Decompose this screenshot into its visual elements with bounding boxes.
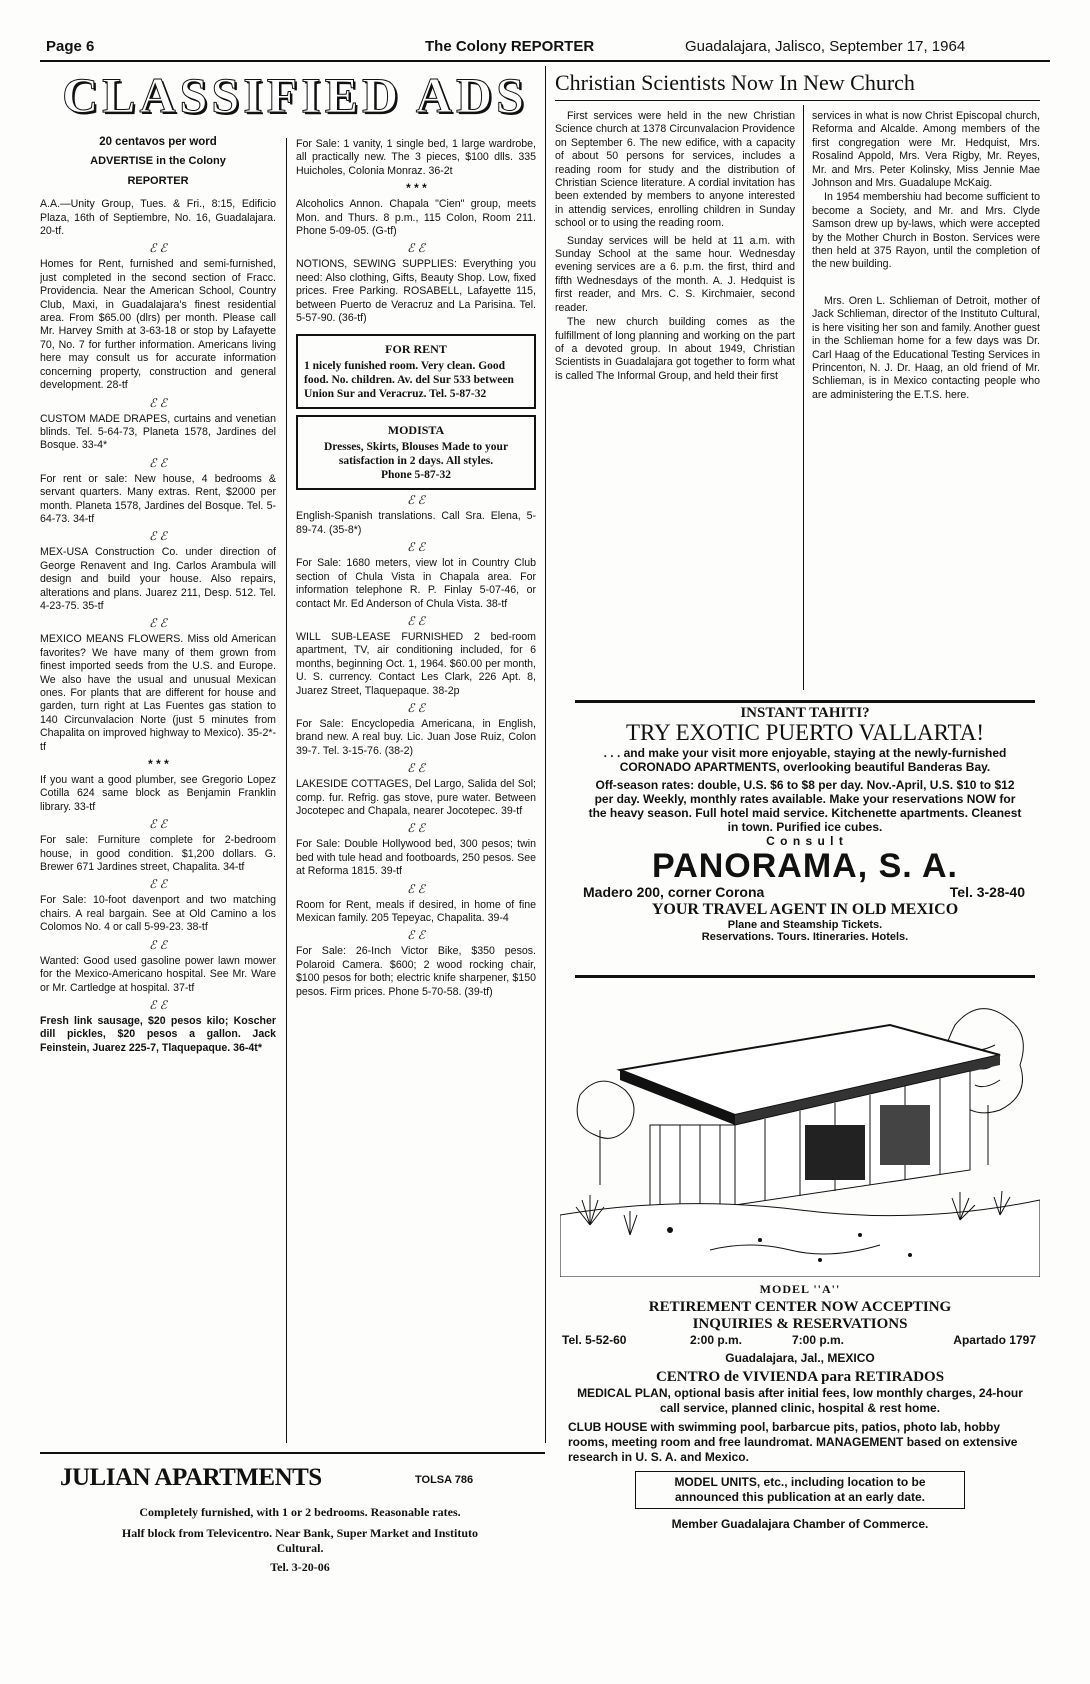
- church-column-a: [555, 110, 795, 690]
- advertise-line: ADVERTISE in the Colony: [90, 155, 226, 168]
- newspaper-name: The Colony REPORTER: [425, 38, 595, 55]
- retirement-hours-2: 7:00 p.m.: [792, 1333, 845, 1347]
- panorama-tel: Tel. 3-28-40: [949, 884, 1025, 900]
- column-rule: [803, 105, 804, 690]
- retirement-hours-1: 2:00 p.m.: [690, 1333, 743, 1347]
- for-rent-body: 1 nicely funished room. Very clean. Good food. No. children. Av. del Sur 533 between Union Sur and Veracruz. Tel. 5-87-32: [304, 360, 514, 401]
- classified-column-1: [40, 136, 276, 1444]
- for-rent-title: FOR RENT: [385, 342, 447, 357]
- ad-plumber: If you want a good plumber, see Gregorio Lopez Cotilla 624 same block as Benjamin Franklin library. 33-tf: [40, 774, 276, 813]
- ad-cottages: LAKESIDE COTTAGES, Del Largo, Salida del Sol; comp. fur. Refrig. gas stove, pure water. Between Jocotepec and Chapala, nearer Jocotepec. 39-tf: [296, 778, 536, 817]
- panorama-agent: YOUR TRAVEL AGENT IN OLD MEXICO: [651, 901, 959, 918]
- ad-encyclopedia: For Sale: Encyclopedia Americana, in English, brand new. A real buy. Lic. Juan Jose Ruiz, Colon 39-7. Tel. 3-15-76. (38-2): [296, 717, 536, 757]
- church-headline: Christian Scientists Now In New Church: [555, 70, 915, 95]
- tahiti-headline: TRY EXOTIC PUERTO VALLARTA!: [625, 720, 985, 745]
- ornament: ℰ ℰ: [407, 761, 425, 776]
- ornament: ℰ ℰ: [149, 455, 167, 470]
- ornament: ℰ ℰ: [407, 241, 425, 256]
- ornament: ℰ ℰ: [149, 395, 167, 410]
- stars-ornament: * * *: [405, 181, 427, 196]
- tahiti-kicker: INSTANT TAHITI?: [740, 705, 870, 721]
- church-para-1: First services were held in the new Christian Science church at 1378 Circunvalacion Providence on September 6. The new edifice, with a capacity of about 50 persons for services, includes a reading room for study and the distribution of Christian Science literature. A cordial invitation has been extended by members to anyone interested in attendig services, enrolling children in Sunday school or to using the reading room.: [555, 110, 795, 230]
- church-para-2: Sunday services will be held at 11 a.m. with Sunday School at the same hour. Wednesday evening services are a 6. p.m. the first, third and fifth Wednesdays of the month. A. J. Hedquist is first reader, and Mrs. C. S. Kirchmaier, second reader.: [555, 234, 795, 314]
- church-para-4: services in what is now Christ Episcopal church, Reforma and Alcalde. Among members of the first congregation were Mr. Hedquist, Mrs. Rosalind Appold, Mrs. Vera Rigby, Mr. Reyes, Mr. and Mrs. Peter Kolinsky, Miss Jennie Mae Johnson and Mrs. Guadalupe McKaig.: [812, 110, 1040, 190]
- ornament: ℰ ℰ: [149, 877, 167, 892]
- church-rule: [555, 100, 1040, 101]
- panorama-address: Madero 200, corner Corona: [583, 884, 765, 900]
- stars-ornament: * * *: [147, 757, 169, 772]
- modista-body: Dresses, Skirts, Blouses Made to your satisfaction in 2 days. All styles.: [323, 441, 509, 468]
- julian-title: JULIAN APARTMENTS: [60, 1464, 322, 1491]
- ad-house-sale: For rent or sale: New house, 4 bedrooms & servant quarters. Many extras. Rent, $2000 per month. Planeta 1578, Jardines del Bosque. Tel. 5-64-73. 34-tf: [40, 472, 276, 525]
- ornament: ℰ ℰ: [149, 817, 167, 832]
- ad-furniture: For sale: Furniture complete for 2-bedroom house, in good condition. $1,200 dollars. G. Brewer 671 Jardines street, Chapalita. 34-tf: [40, 834, 276, 874]
- retirement-title-1: RETIREMENT CENTER NOW ACCEPTING: [648, 1299, 952, 1315]
- ornament: ℰ ℰ: [149, 997, 167, 1012]
- ornament: ℰ ℰ: [149, 937, 167, 952]
- ad-room: Room for Rent, meals if desired, in home of fine Mexican family. 205 Tepeyac, Chapalita. 39-4: [296, 898, 536, 924]
- classified-column-2: [296, 138, 536, 1444]
- for-rent-box: [296, 334, 536, 409]
- retirement-medical: MEDICAL PLAN, optional basis after initial fees, low monthly charges, 24-hour call service, planned clinic, hospital & rest home.: [577, 1386, 1023, 1415]
- chamber-member: Member Guadalajara Chamber of Commerce.: [671, 1517, 929, 1531]
- ornament: ℰ ℰ: [407, 928, 425, 943]
- retirement-centro: CENTRO de VIVIENDA para RETIRADOS: [655, 1369, 945, 1385]
- column-rule: [545, 66, 546, 1443]
- ad-drapes: CUSTOM MADE DRAPES, curtains and venetian blinds. Tel. 5-64-73, Planeta 1578, Jardines del Bosque. 33-4*: [40, 412, 276, 452]
- ad-lawn-mower: Wanted: Good used gasoline power lawn mower for the Mexico-Americano hospital. See Mr. Ware or Mr. Cartledge at hospital. 37-tf: [40, 954, 276, 994]
- panorama-services: Reservations. Tours. Itineraries. Hotels.: [701, 931, 909, 943]
- ornament: ℰ ℰ: [407, 540, 425, 555]
- classified-title: CLASSIFIED ADS: [62, 67, 528, 123]
- retirement-club: CLUB HOUSE with swimming pool, barbarcue pits, patios, photo lab, hobby rooms, meeting room and free laundromat. MANAGEMENT based on extensive research in U. S. A. and Mexico.: [568, 1420, 1018, 1464]
- ad-notions: NOTIONS, SEWING SUPPLIES: Everything you need: Also clothing, Gifts, Beauty Shop. Low, fixed prices. Free Parking. ROSABELL, Lafayette 115, between Puerto de Veracruz and La Parisina. Tel. 5-57-90. (36-tf): [296, 258, 536, 325]
- page-number: Page 6: [46, 38, 95, 55]
- header-rule: [40, 60, 1050, 62]
- tahiti-consult: C o n s u l t: [766, 834, 844, 848]
- church-column-b: [812, 110, 1040, 690]
- model-house-illustration: [560, 985, 1040, 1277]
- ad-aa: A.A.—Unity Group, Tues. & Fri., 8:15, Edificio Plaza, 16th of Septiembre, No. 16, Guadalajara. 20-tf.: [40, 198, 276, 238]
- ad-flowers: MEXICO MEANS FLOWERS. Miss old American favorites? We have many of them grown from finest imported seeds from the U.S. and Europe. We also have the usual and unusual Mexican ones. For plants that are different for house and garden, turn right at Las Fuentes gas station to 140 Circunvalacion Norte (just 5 minutes from Chapalita on improved highway to Mexico). 35-2*-tf: [40, 633, 276, 753]
- ornament: ℰ ℰ: [149, 616, 167, 631]
- ad-alcoholics: Alcoholics Annon. Chapala "Cien" group, meets Mon. and Thurs. 8 p.m., 115 Colon, Room 211. Phone 5-09-05. (G-tf): [296, 198, 536, 238]
- retirement-ad: [560, 1282, 1040, 1531]
- ad-bike: For Sale: 26-Inch Victor Bike, $350 pesos. Polaroid Camera. $600; 2 wood rocking chair, $100 pesos for both; electric knife sharpener, $150 pesos. Firm prices. Phone 5-70-58. (39-tf): [296, 945, 536, 998]
- ornament: ℰ ℰ: [149, 529, 167, 544]
- modista-title: MODISTA: [387, 423, 445, 438]
- retirement-city: Guadalajara, Jal., MEXICO: [725, 1351, 875, 1365]
- julian-details: [120, 1505, 480, 1575]
- church-para-5: In 1954 membershiu had become sufficient to become a Society, and Mr. and Mrs. Clyde Samson drew up by-laws, which were accepted by the Mother Church in Boston. Services were then held at 375 Rayon, until the completion of the new building.: [812, 191, 1040, 271]
- panorama-tickets: Plane and Steamship Tickets.: [727, 919, 883, 931]
- julian-line-1: Completely furnished, with 1 or 2 bedrooms. Reasonable rates.: [139, 1505, 461, 1519]
- ornament: ℰ ℰ: [407, 493, 425, 508]
- model-units-box: MODEL UNITS, etc., including location to be announced this publication at an early date.: [635, 1471, 965, 1509]
- rate-line: 20 centavos per word: [99, 136, 217, 148]
- tahiti-rates: Off-season rates: double, U.S. $6 to $8 per day. Nov.-April, U.S. $10 to $12 per day. Weekly, monthly rates available. Make your reservations NOW for the heavy season. Full hotel maid service. Kitchenette apartments. Cleanest in town. Purified ice cubes.: [588, 778, 1022, 834]
- ornament: ℰ ℰ: [407, 613, 425, 628]
- julian-line-2: Half block from Televicentro. Near Bank, Super Market and Instituto Cultural.: [121, 1526, 479, 1555]
- ad-homes-rent: Homes for Rent, furnished and semi-furnished, just completed in the second section of Fracc. Providencia. Near the American School, Country Club, Maxi, in Guadalajara's finest residential area. From $65.00 (dlrs) per month. Please call Mr. Harvey Smith at 3-63-18 or stop by Lafayette 70, No. 7 for further information. Americans living here may consult us for accurate information concerning property, construction and general development. 28-tf: [40, 258, 276, 392]
- dateline: Guadalajara, Jalisco, September 17, 1964: [685, 38, 966, 55]
- panorama-ad: [575, 700, 1035, 978]
- ad-bed: For Sale: Double Hollywood bed, 300 pesos; twin bed with tule head and footboards, 250 pesos. See at Reforma 1815. 39-tf: [296, 838, 536, 878]
- retirement-tel: Tel. 5-52-60: [562, 1333, 627, 1347]
- ad-lot: For Sale: 1680 meters, view lot in Country Club section of Chula Vista in Chapala area. For information telephone R. P. Finlay 5-07-46, or contact Mr. Ed Anderson of Chula Vista. 38-tf: [296, 557, 536, 610]
- ornament: ℰ ℰ: [149, 241, 167, 256]
- julian-tel: Tel. 3-20-06: [270, 1560, 330, 1574]
- julian-address: TOLSA 786: [415, 1474, 474, 1486]
- church-para-3: The new church building comes as the fulfillment of long planning and working on the part of a devoted group. In about 1949, Christian Scientists in Guadalajara got together to form what is called The Informal Group, and held their first: [555, 316, 795, 382]
- ad-sausage: Fresh link sausage, $20 pesos kilo; Koscher dill pickles, $20 pesos a gallon. Jack Feinstein, Juarez 225-7, Tlaquepaque. 36-4t*: [40, 1014, 276, 1054]
- ornament: ℰ ℰ: [407, 700, 425, 715]
- modista-phone: Phone 5-87-32: [381, 469, 451, 482]
- ornament: ℰ ℰ: [407, 881, 425, 896]
- ad-vanity: For Sale: 1 vanity, 1 single bed, 1 large wardrobe, all practically new. The 3 pieces, $100 dlls. 335 Huicholes, Colonia Monraz. 36-2t: [296, 138, 536, 177]
- julian-rule: [40, 1452, 545, 1454]
- retirement-apartado: Apartado 1797: [953, 1333, 1036, 1347]
- ad-translations: English-Spanish translations. Call Sra. Elena, 5-89-74. (35-8*): [296, 510, 536, 536]
- ad-construction: MEX-USA Construction Co. under direction of George Renavent and Ing. Carlos Arambula will design and build your house. Also repairs, alterations and plans. Juarez 211, Desp. 512. Tel. 4-23-75. 35-tf: [40, 546, 276, 612]
- column-rule: [286, 138, 287, 1443]
- tahiti-body: . . . and make your visit more enjoyable, staying at the newly-furnished CORONADO APARTMENTS, overlooking beautiful Banderas Bay.: [603, 746, 1007, 774]
- model-caption: MODEL ''A'': [759, 1282, 841, 1296]
- schlieman-article: Mrs. Oren L. Schlieman of Detroit, mother of Jack Schlieman, director of the Instituto Cultural, is here visiting her son and family. Another guest in the Schlieman home for a few days was Dr. Carl Haag of the Educational Testing Services in Princenton, N. J. Dr. Haag, an old friend of Mr. Schlieman, is in Mexico contacting people who are administering the E.T.S. here.: [812, 294, 1040, 401]
- ad-sublease: WILL SUB-LEASE FURNISHED 2 bed-room apartment, TV, air conditioning included, for 6 months, beginning Oct. 1, 1964. $60.00 per month, U. S. currency. Contact Les Clark, 226 Apt. 8, Juarez Street, Tlaquepaque. 38-2p: [296, 630, 536, 697]
- ornament: ℰ ℰ: [407, 821, 425, 836]
- retirement-title-2: INQUIRIES & RESERVATIONS: [692, 1316, 908, 1332]
- modista-box: [296, 415, 536, 490]
- advertise-reporter: REPORTER: [127, 174, 189, 187]
- ad-davenport: For Sale: 10-foot davenport and two matching chairs. A real bargain. See at Old Camino a los Colomos No. 4 or call 5-99-23. 38-tf: [40, 894, 276, 934]
- panorama-brand: PANORAMA, S. A.: [652, 847, 958, 885]
